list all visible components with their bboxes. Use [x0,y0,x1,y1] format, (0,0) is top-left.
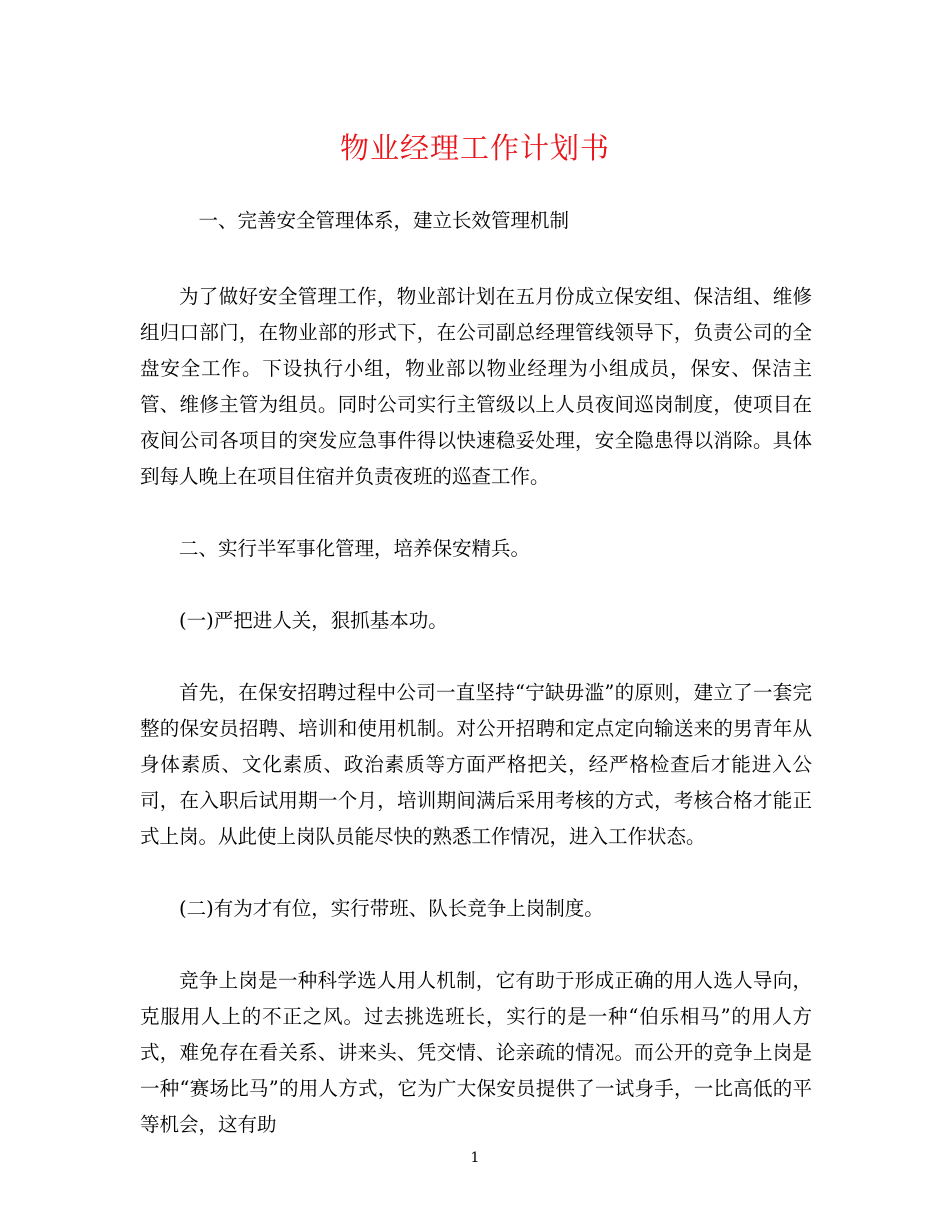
page-number: 1 [470,1150,480,1166]
paragraph-3: 竞争上岗是一种科学选人用人机制，它有助于形成正确的用人选人导向，克服用人上的不正之风。过去挑选班长，实行的是一种“伯乐相马”的用人方式，难免存在看关系、讲来头、凭交情、论亲疏的情况。而公开的竞争上岗是一种“赛场比马”的用人方式，它为广大保安员提供了一试身手，一比高低的平等机会，这有助 [140,969,812,1136]
subsection-heading-2: (二)有为才有位，实行带班、队长竞争上岗制度。 [179,897,604,920]
section-heading-2: 二、实行半军事化管理，培养保安精兵。 [179,537,531,560]
section-heading-1: 一、完善安全管理体系，建立长效管理机制 [179,209,570,232]
paragraph-1: 为了做好安全管理工作，物业部计划在五月份成立保安组、保洁组、维修组归口部门，在物业部的形式下，在公司副总经理管线领导下，负责公司的全盘安全工作。下设执行小组，物业部以物业经理为小组成员，保安、保洁主管、维修主管为组员。同时公司实行主管级以上人员夜间巡岗制度，使项目在夜间公司各项目的突发应急事件得以快速稳妥处理，安全隐患得以消除。具体到每人晚上在项目住宿并负责夜班的巡查工作。 [140,285,812,488]
subsection-heading-1: (一)严把进人关，狠抓基本功。 [179,609,448,632]
paragraph-2: 首先，在保安招聘过程中公司一直坚持“宁缺毋滥”的原则，建立了一套完整的保安员招聘、培训和使用机制。对公开招聘和定点定向输送来的男青年从身体素质、文化素质、政治素质等方面严格把关，经严格检查后才能进入公司，在入职后试用期一个月，培训期间满后采用考核的方式，考核合格才能正式上岗。从此使上岗队员能尽快的熟悉工作情况，进入工作状态。 [140,681,812,848]
document-title: 物业经理工作计划书 [339,131,610,165]
